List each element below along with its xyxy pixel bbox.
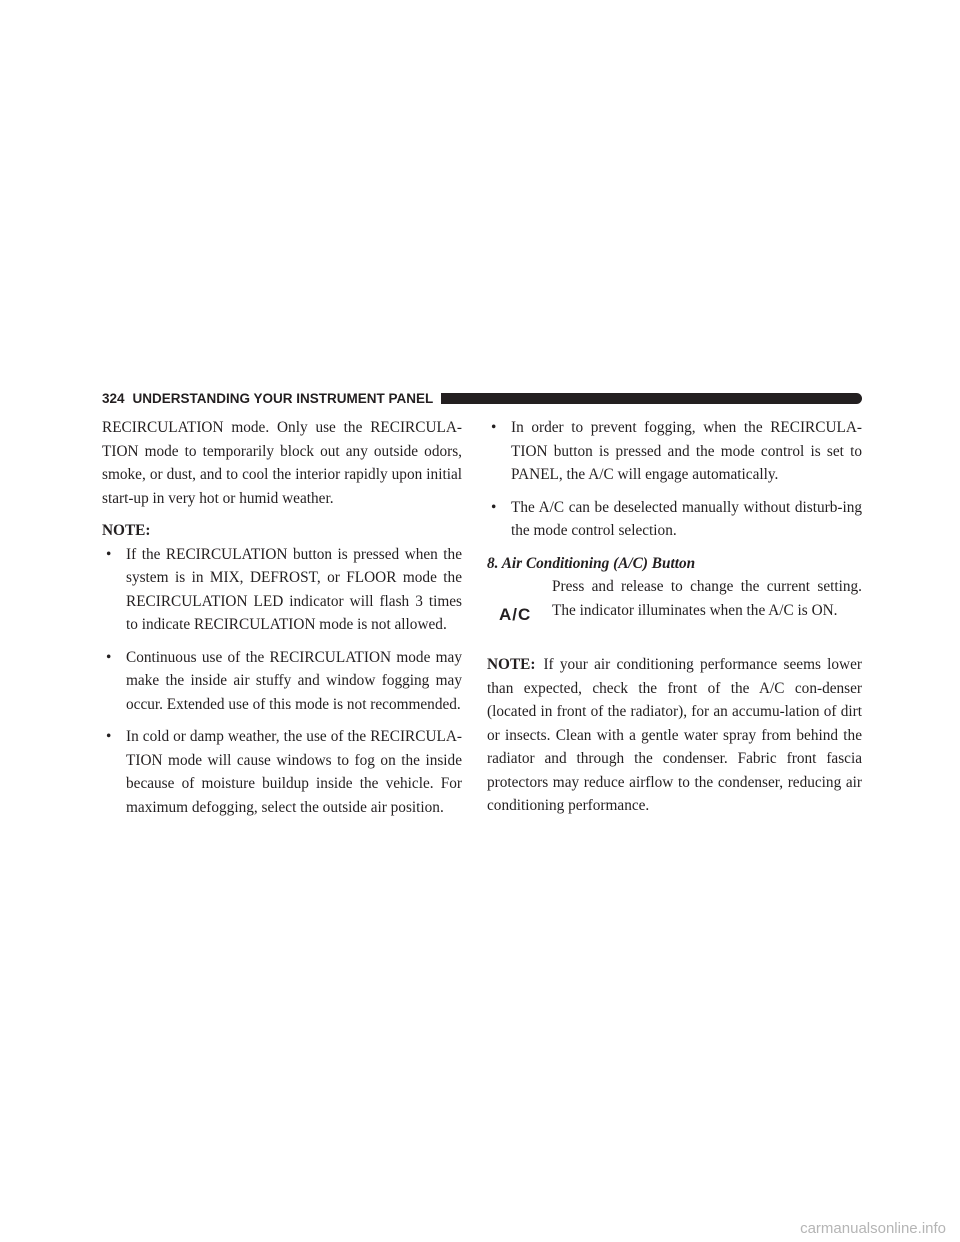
header-rule bbox=[441, 393, 862, 404]
note-label: NOTE: bbox=[102, 522, 151, 539]
note-bullet-list bbox=[102, 543, 462, 820]
bullet-icon: • bbox=[491, 419, 497, 436]
ac-note-text: If your air conditioning performance seems lower than expected, check the front of the A/C con-denser (located in front of the radiator), for an accumu-lation of dirt or insects. Clean with a gentle water spray from behind the radiator and through the condenser. Fabric front fascia protectors may reduce airflow to the condenser, reducing air conditioning performance. bbox=[487, 656, 862, 814]
list-item: • If the RECIRCULATION button is pressed when the system is in MIX, DEFROST, or FLOOR mode the RECIRCULATION LED indicator will flash 3 times to indicate RECIRCULATION mode is not allowed. bbox=[102, 543, 462, 637]
ac-note-paragraph bbox=[487, 653, 862, 818]
bullet-icon: • bbox=[491, 498, 497, 516]
bullet-icon: • bbox=[106, 545, 112, 563]
ac-button-description bbox=[487, 575, 862, 625]
ac-icon: A/C bbox=[499, 605, 532, 624]
right-bullet-list bbox=[487, 416, 862, 543]
ac-button-heading: 8. Air Conditioning (A/C) Button bbox=[487, 554, 696, 572]
page-header bbox=[102, 388, 862, 408]
bullet-icon: • bbox=[106, 728, 112, 745]
note-label: NOTE: bbox=[487, 656, 536, 673]
ac-button-text: Press and release to change the current setting. The indicator illuminates when the A/C is ON. bbox=[552, 578, 862, 619]
list-item: • In order to prevent fogging, when the RECIRCULA-TION button is pressed and the mode control is set to PANEL, the A/C will engage automatically. bbox=[487, 416, 862, 487]
list-item: • The A/C can be deselected manually without disturb-ing the mode control selection. bbox=[487, 496, 862, 543]
right-column bbox=[487, 416, 862, 818]
intro-paragraph: RECIRCULATION mode. Only use the RECIRCULA-TION mode to temporarily block out any outside odors, smoke, or dust, and to cool the interior rapidly upon initial start-up in very hot or humid weather. bbox=[102, 419, 462, 507]
watermark: carmanualsonline.info bbox=[800, 1220, 946, 1237]
bullet-icon: • bbox=[106, 648, 112, 666]
left-column bbox=[102, 416, 462, 828]
list-item: • In cold or damp weather, the use of the RECIRCULA-TION mode will cause windows to fog on the inside because of moisture buildup inside the vehicle. For maximum defogging, select the outside air position. bbox=[102, 725, 462, 819]
page-number: 324 bbox=[102, 390, 125, 406]
list-item: • Continuous use of the RECIRCULATION mode may make the inside air stuffy and window fogging may occur. Extended use of this mode is not recommended. bbox=[102, 646, 462, 717]
section-title: UNDERSTANDING YOUR INSTRUMENT PANEL bbox=[132, 390, 434, 406]
